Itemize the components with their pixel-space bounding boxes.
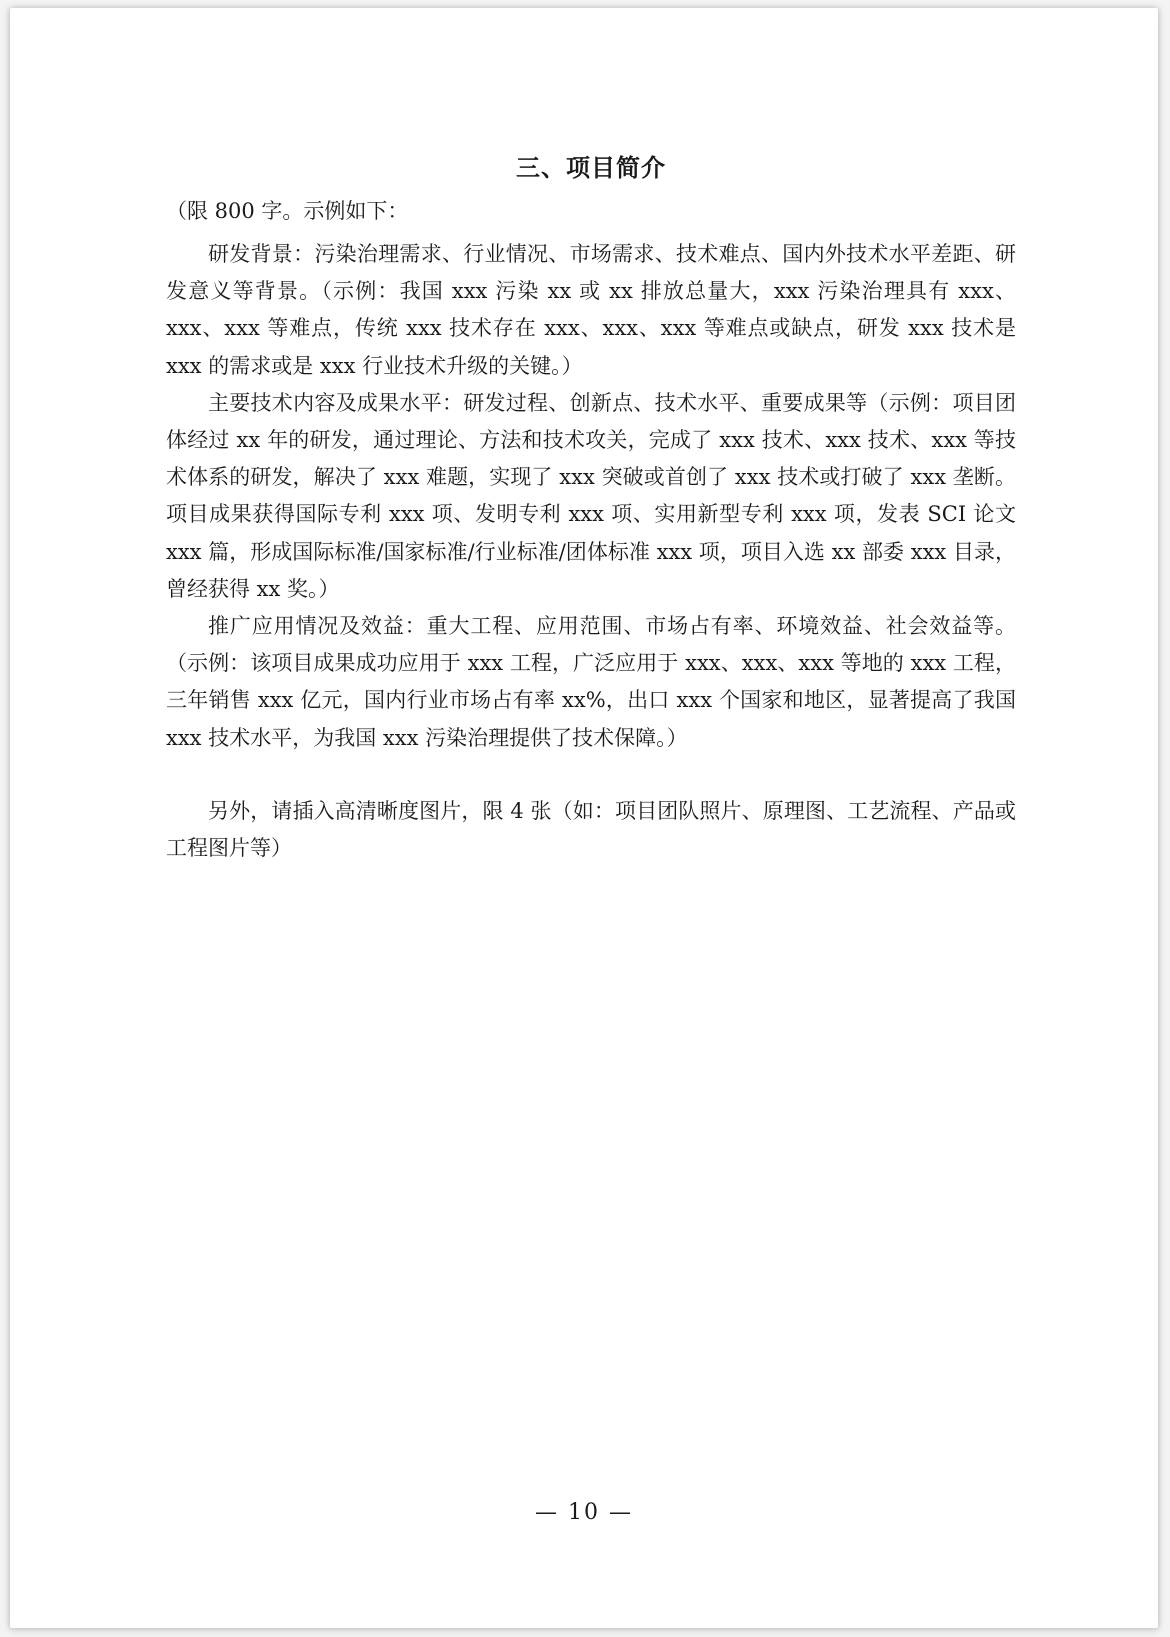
- paragraph-image-instructions: 另外，请插入高清晰度图片，限 4 张（如：项目团队照片、原理图、工艺流程、产品或工程图片等）: [166, 798, 1016, 861]
- paragraph-spacer: [166, 757, 1016, 793]
- document-page: [10, 8, 1158, 1628]
- paragraph-application-benefits: 推广应用情况及效益：重大工程、应用范围、市场占有率、环境效益、社会效益等。（示例：该项目成果成功应用于 xxx 工程，广泛应用于 xxx、xxx、xxx 等地的 xxx 工程，三年销售 xxx 亿元，国内行业市场占有率 xx%，出口 xxx 个国家和地区，显著提高了我国 xxx 技术水平，为我国 xxx 污染治理提供了技术保障。）: [166, 614, 1016, 750]
- page-body: [166, 148, 1016, 867]
- paragraph-technical-content: 主要技术内容及成果水平：研发过程、创新点、技术水平、重要成果等（示例：项目团体经过 xx 年的研发，通过理论、方法和技术攻关，完成了 xxx 技术、xxx 技术、xxx 等技术体系的研发，解决了 xxx 难题，实现了 xxx 突破或首创了 xxx 技术或打破了 xxx 垄断。项目成果获得国际专利 xxx 项、发明专利 xxx 项、实用新型专利 xxx 项，发表 SCI 论文 xxx 篇，形成国际标准/国家标准/行业标准/团体标准 xxx 项，项目入选 xx 部委 xxx 目录，曾经获得 xx 奖。）: [166, 390, 1016, 601]
- paragraph-research-background: 研发背景：污染治理需求、行业情况、市场需求、技术难点、国内外技术水平差距、研发意义等背景。（示例：我国 xxx 污染 xx 或 xx 排放总量大，xxx 污染治理具有 xxx、xxx、xxx 等难点，传统 xxx 技术存在 xxx、xxx、xxx 等难点或缺点，研发 xxx 技术是 xxx 的需求或是 xxx 行业技术升级的关键。）: [166, 242, 1016, 378]
- length-note: （限 800 字。示例如下：: [166, 199, 409, 223]
- section-title: 三、项目简介: [516, 154, 666, 182]
- page-number: — 10 —: [535, 1500, 633, 1525]
